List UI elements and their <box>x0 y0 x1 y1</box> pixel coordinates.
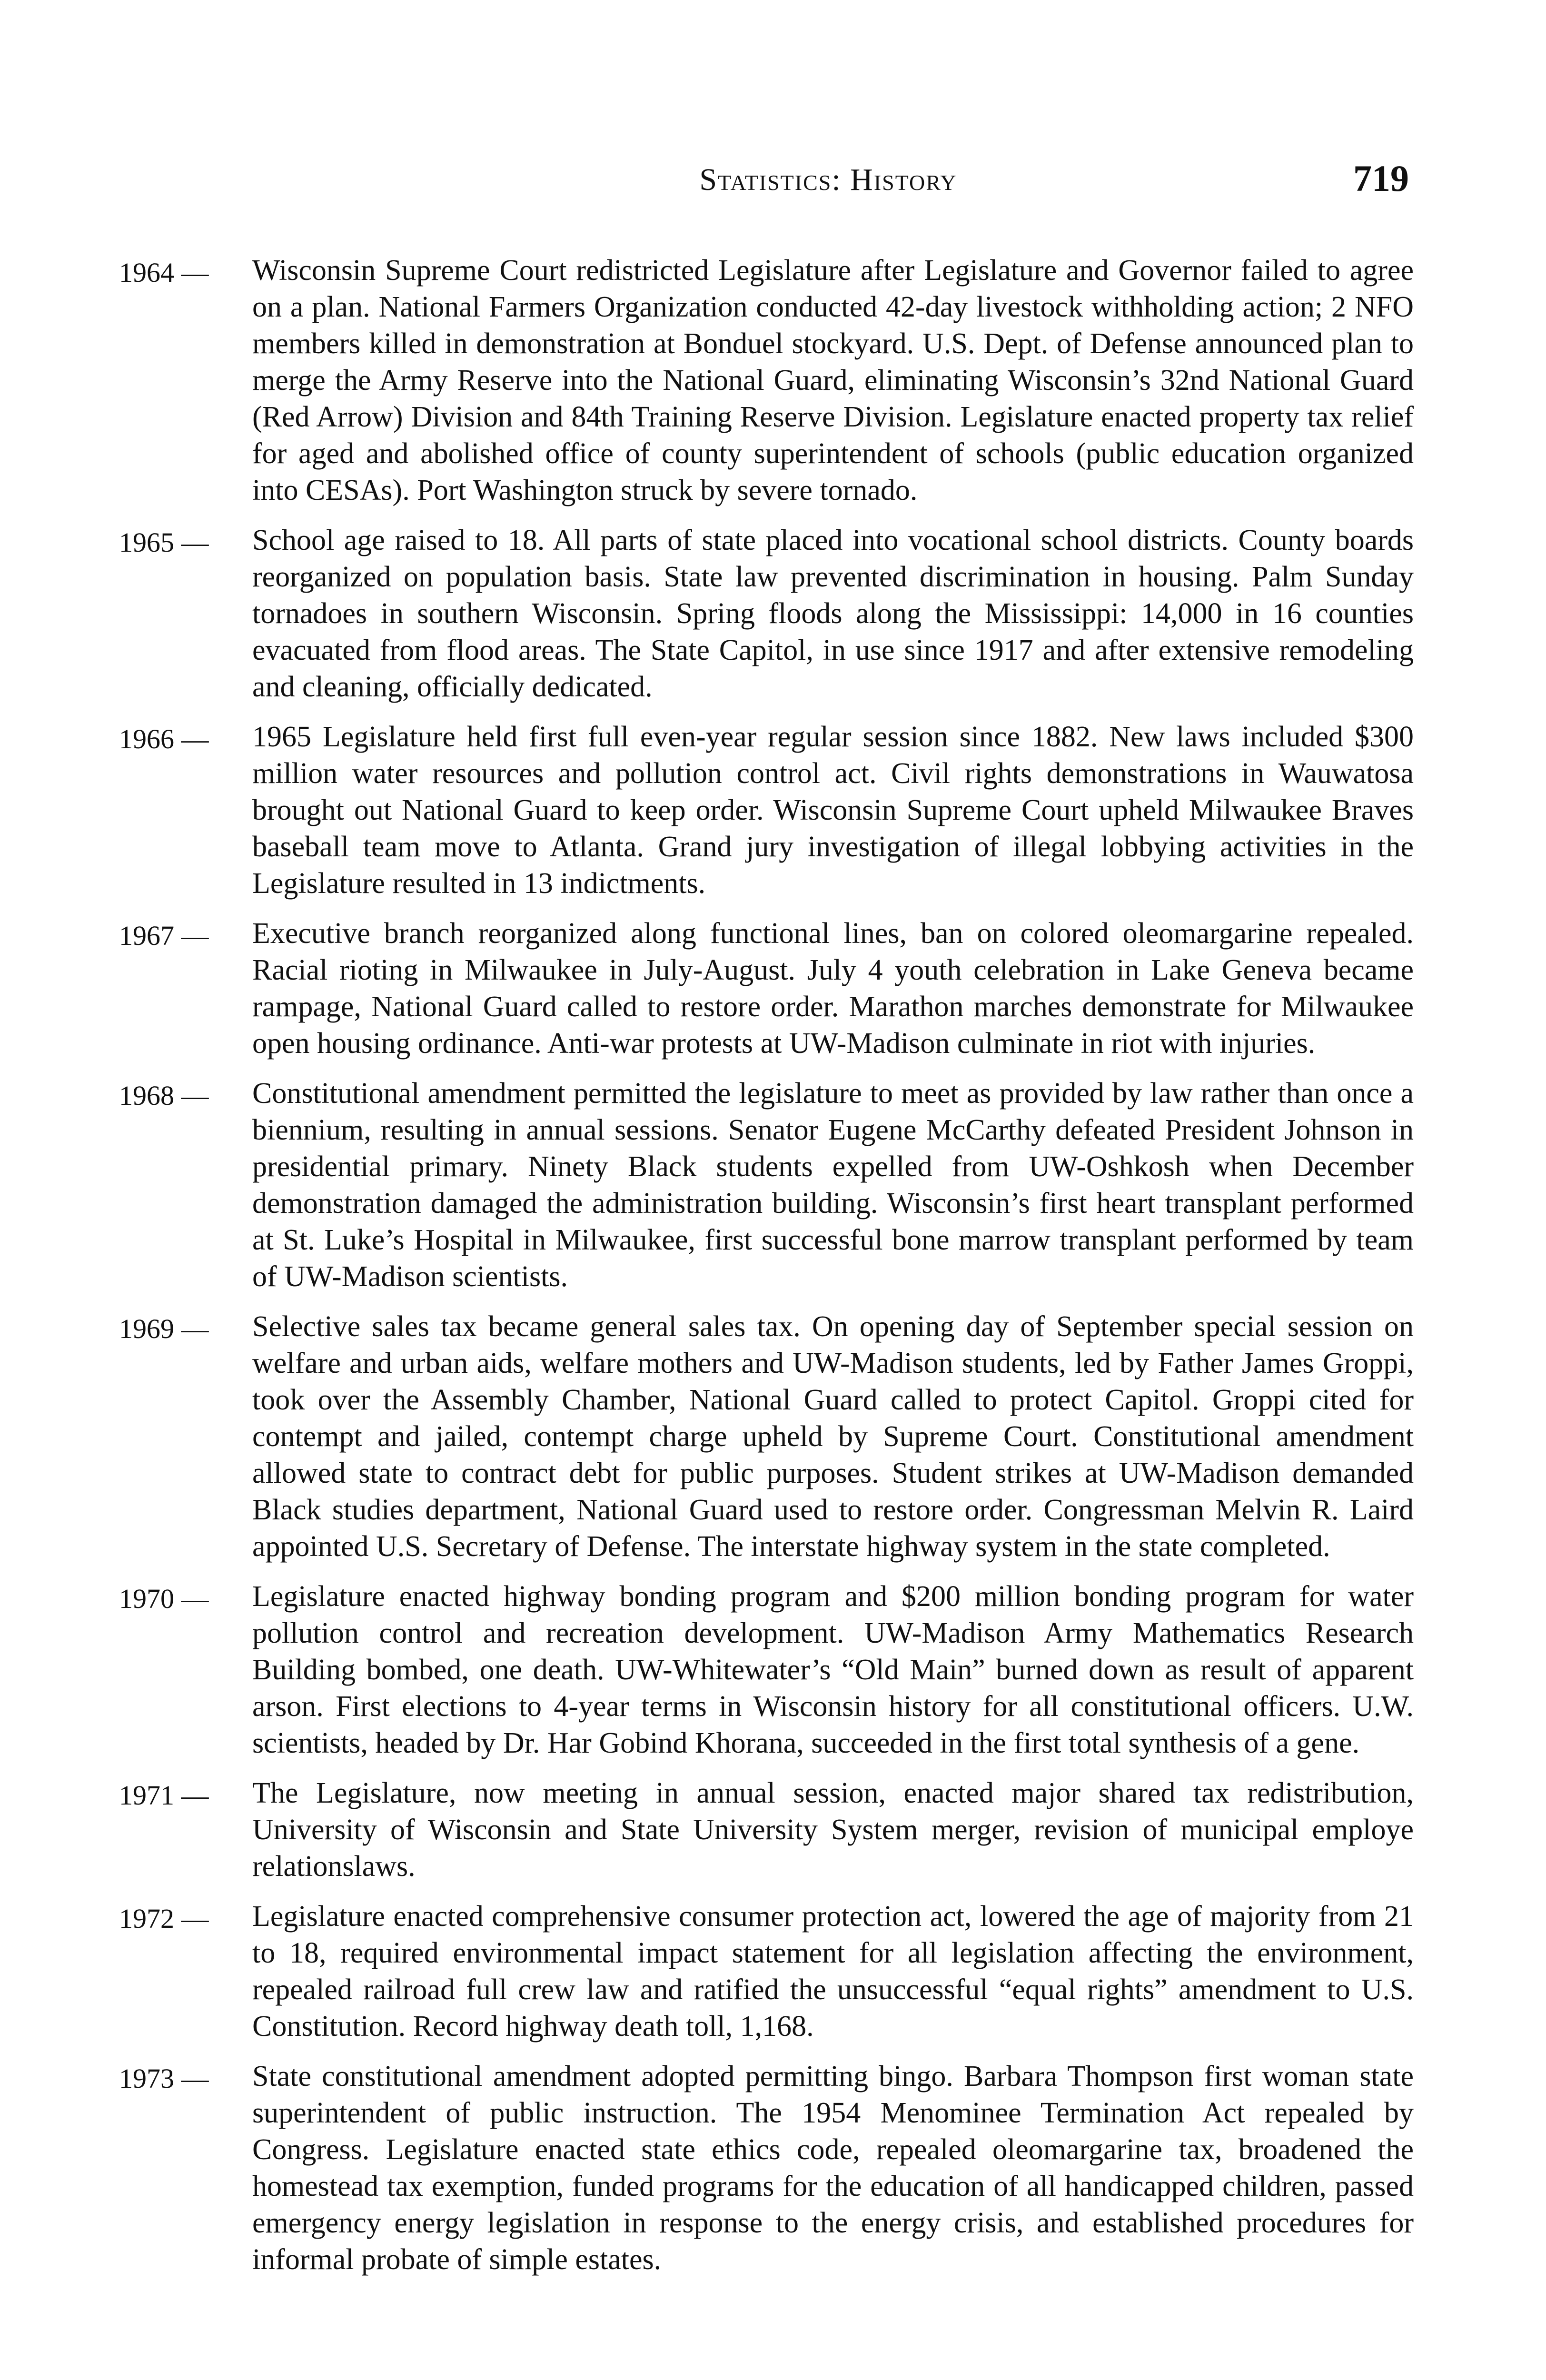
chronology-entry-1969 <box>119 1309 1414 1565</box>
running-head <box>248 158 1409 204</box>
chronology-entry-1973 <box>119 2058 1414 2278</box>
entry-text: Constitutional amendment permitted the legislature to meet as provided by law rather than once a biennium, resulting in annual sessions. Senator Eugene McCarthy defeated President Johnson in presidential primary. Ninety Black students expelled from UW-Oshkosh when December demonstration damaged the administration building. Wisconsin’s first heart transplant performed at St. Luke’s Hospital in Milwaukee, first successful bone marrow transplant performed by team of UW-Madison scientists. <box>252 1077 1414 1293</box>
chronology-entry-1968 <box>119 1075 1414 1295</box>
entry-year: 1966 — <box>119 724 209 754</box>
chronology-entry-1972 <box>119 1898 1414 2045</box>
page-number: 719 <box>1353 158 1409 199</box>
entry-text: State constitutional amendment adopted permitting bingo. Barbara Thompson first woman state superintendent of public instruction. The 1954 Menominee Termination Act repealed by Congress. Legislature enacted state ethics code, repealed oleomargarine tax, broadened the homestead tax exemption, funded programs for the education of all handicapped children, passed emergency energy legislation in response to the energy crisis, and established procedures for informal probate of simple estates. <box>252 2060 1414 2276</box>
entry-text: Legislature enacted comprehensive consumer protection act, lowered the age of majority from 21 to 18, required environmental impact statement for all legislation affecting the environment, repealed railroad full crew law and ratified the unsuccessful “equal rights” amendment to U.S. Constitution. Record highway death toll, 1,168. <box>252 1900 1414 2043</box>
chronology-entry-1967 <box>119 915 1414 1062</box>
entry-text: Wisconsin Supreme Court redistricted Legislature after Legislature and Governor failed to agree on a plan. National Farmers Organization conducted 42-day livestock withholding action; 2 NFO members killed in demonstration at Bonduel stockyard. U.S. Dept. of Defense announced plan to merge the Army Reserve into the National Guard, eliminating Wisconsin’s 32nd National Guard (Red Arrow) Division and 84th Training Reserve Division. Legislature enacted property tax relief for aged and abolished office of county superintendent of schools (public education organized into CESAs). Port Washington struck by severe tornado. <box>252 254 1414 506</box>
entry-year: 1973 — <box>119 2063 209 2094</box>
entry-text: Executive branch reorganized along functional lines, ban on colored oleomargarine repealed. Racial rioting in Milwaukee in July-August. July 4 youth celebration in Lake Geneva became rampage, National Guard called to restore order. Marathon marches demonstrate for Milwaukee open housing ordinance. Anti-war protests at UW-Madison culminate in riot with injuries. <box>252 917 1414 1060</box>
entry-year: 1964 — <box>119 257 209 288</box>
chronology-list <box>119 252 1414 2291</box>
section-title: Statistics: History <box>699 162 957 197</box>
entry-year: 1972 — <box>119 1903 209 1934</box>
entry-year: 1968 — <box>119 1080 209 1111</box>
chronology-entry-1964 <box>119 252 1414 509</box>
entry-text: Selective sales tax became general sales tax. On opening day of September special session on welfare and urban aids, welfare mothers and UW-Madison students, led by Father James Groppi, took over the Assembly Chamber, National Guard called to protect Capitol. Groppi cited for contempt and jailed, contempt charge upheld by Supreme Court. Constitutional amendment allowed state to contract debt for public purposes. Student strikes at UW-Madison demanded Black studies department, National Guard used to restore order. Congressman Melvin R. Laird appointed U.S. Secretary of Defense. The interstate highway system in the state completed. <box>252 1310 1414 1563</box>
entry-text: 1965 Legislature held first full even-year regular session since 1882. New laws included $300 million water resources and pollution control act. Civil rights demonstrations in Wauwatosa brought out National Guard to keep order. Wisconsin Supreme Court upheld Milwaukee Braves baseball team move to Atlanta. Grand jury investigation of illegal lobbying activities in the Legislature resulted in 13 indictments. <box>252 721 1414 900</box>
entry-year: 1970 — <box>119 1583 209 1614</box>
entry-year: 1969 — <box>119 1313 209 1344</box>
entry-year: 1971 — <box>119 1780 209 1811</box>
entry-text: Legislature enacted highway bonding program and $200 million bonding program for water pollution control and recreation development. UW-Madison Army Mathematics Research Building bombed, one death. UW-Whitewater’s “Old Main” burned down as result of apparent arson. First elections to 4-year terms in Wisconsin history for all constitutional officers. U.W. scientists, headed by Dr. Har Gobind Khorana, succeeded in the first total synthesis of a gene. <box>252 1580 1414 1759</box>
chronology-entry-1970 <box>119 1578 1414 1762</box>
chronology-entry-1966 <box>119 719 1414 902</box>
chronology-entry-1965 <box>119 522 1414 705</box>
entry-year: 1965 — <box>119 527 209 558</box>
entry-text: The Legislature, now meeting in annual session, enacted major shared tax redistribution, University of Wisconsin and State University System merger, revision of municipal employe relationslaws. <box>252 1777 1414 1883</box>
entry-text: School age raised to 18. All parts of state placed into vocational school districts. County boards reorganized on population basis. State law prevented discrimination in housing. Palm Sunday tornadoes in southern Wisconsin. Spring floods along the Mississippi: 14,000 in 16 counties evacuated from flood areas. The State Capitol, in use since 1917 and after extensive remodeling and cleaning, officially dedicated. <box>252 524 1414 703</box>
entry-year: 1967 — <box>119 920 209 951</box>
chronology-entry-1971 <box>119 1775 1414 1885</box>
